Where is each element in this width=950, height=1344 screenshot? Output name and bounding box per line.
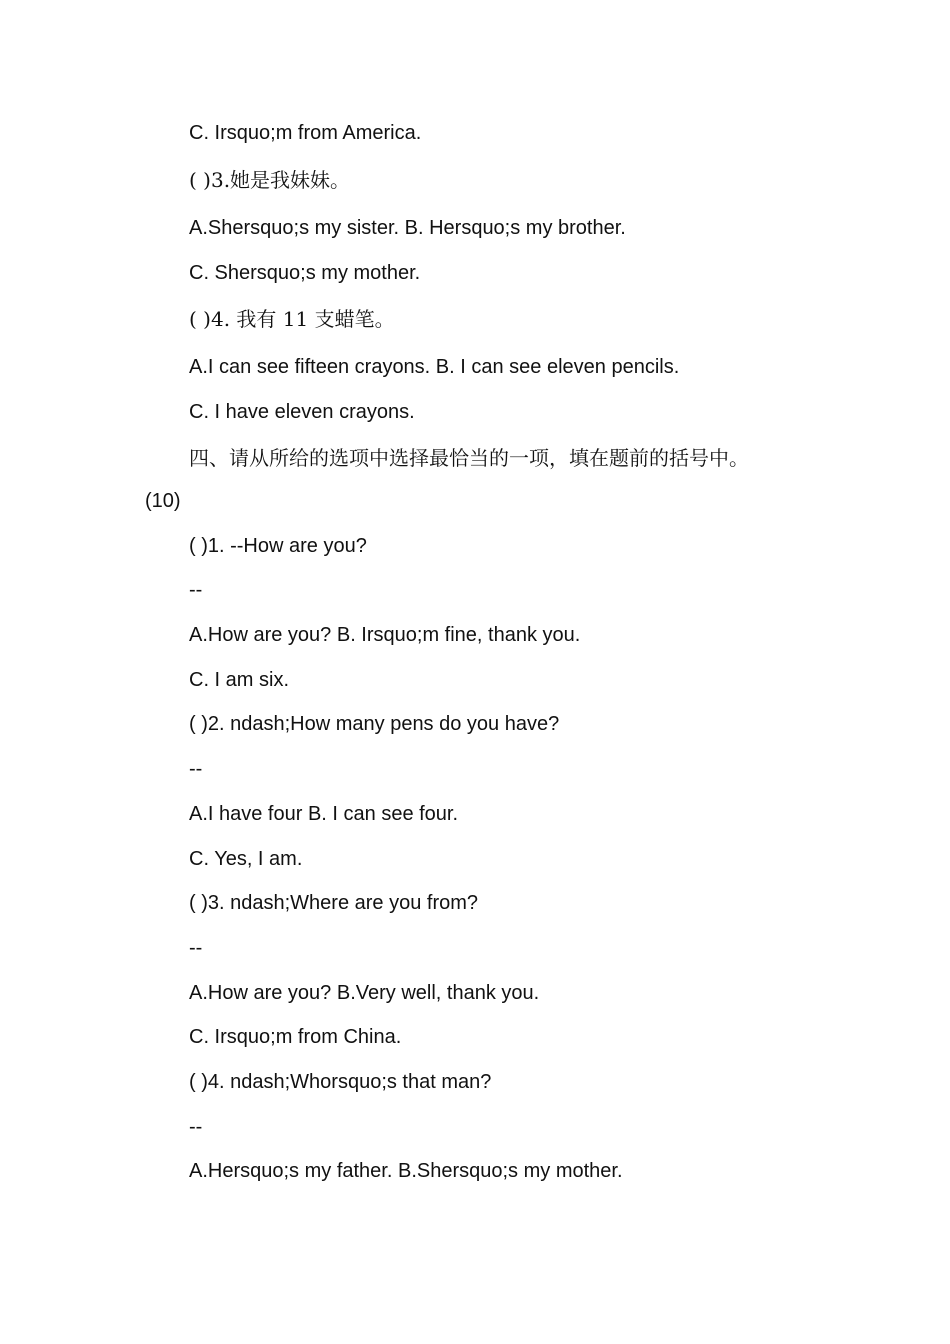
options-line: A.Shersquo;s my sister. B. Hersquo;s my brother. (189, 217, 626, 239)
answer-blank: -- (189, 1116, 203, 1138)
question-line: ( )4. ndash;Whorsquo;s that man? (189, 1071, 492, 1093)
question-line: ( )3. ndash;Where are you from? (189, 892, 479, 914)
option-line: C. Shersquo;s my mother. (189, 262, 421, 284)
question-line: ( )3.她是我妹妹。 (189, 168, 351, 192)
options-line: A.I have four B. I can see four. (189, 803, 459, 825)
options-line: A.How are you? B. Irsquo;m fine, thank you. (189, 624, 581, 646)
options-line: A.Hersquo;s my father. B.Shersquo;s my mother. (189, 1160, 623, 1182)
options-line: A.How are you? B.Very well, thank you. (189, 982, 540, 1004)
section-points: (10) (145, 490, 181, 512)
answer-blank: -- (189, 937, 203, 959)
option-line: C. Yes, I am. (189, 848, 303, 870)
options-line: A.I can see fifteen crayons. B. I can see eleven pencils. (189, 356, 680, 378)
question-line: ( )2. ndash;How many pens do you have? (189, 713, 560, 735)
answer-blank: -- (189, 758, 203, 780)
section-heading: 四、请从所给的选项中选择最恰当的一项，填在题前的括号中。 (189, 446, 749, 470)
option-line: C. Irsquo;m from China. (189, 1026, 402, 1048)
question-line: ( )1. --How are you? (189, 535, 367, 557)
question-line: ( )4. 我有 11 支蜡笔。 (189, 307, 395, 331)
option-line: C. I am six. (189, 669, 290, 691)
option-line: C. I have eleven crayons. (189, 401, 415, 423)
text-line: C. Irsquo;m from America. (189, 122, 422, 144)
answer-blank: -- (189, 579, 203, 601)
